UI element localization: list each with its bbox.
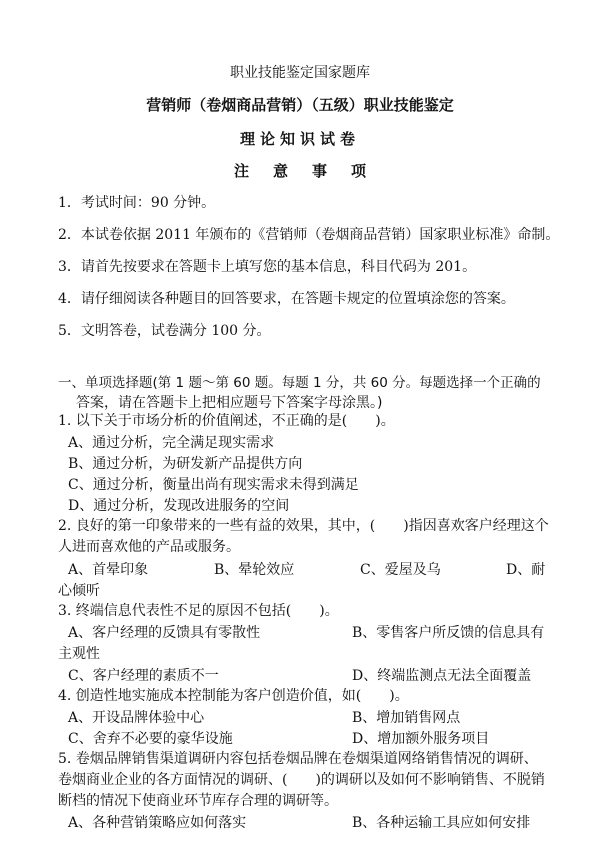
answer-option: C、爱屋及乌 [360,562,441,578]
notice-char: 事 [312,162,328,180]
question-stem: 5. 卷烟品牌销售渠道调研内容包括卷烟品牌在卷烟渠道网络销售情况的调研、 [58,751,538,767]
question-stem: 人进而喜欢他的产品或服务。 [58,539,240,555]
note-item: 1．考试时间：90 分钟。 [58,195,216,211]
answer-option: C、客户经理的素质不一 [68,668,219,684]
note-item: 4．请仔细阅读各种题目的回答要求，在答题卡规定的位置填涂您的答案。 [58,291,515,307]
answer-option: A、通过分析，完全满足现实需求 [68,435,275,451]
exam-bank-title: 职业技能鉴定国家题库 [230,65,370,81]
question-stem: 3. 终端信息代表性不足的原因不包括( )。 [58,603,339,619]
notice-char: 注 [233,162,249,180]
answer-option: A、首晕印象 [68,562,149,578]
exam-name-title: 营销师（卷烟商品营销）（五级）职业技能鉴定 [146,96,454,114]
note-item: 5．文明答卷，试卷满分 100 分。 [58,323,271,339]
question-stem: 1. 以下关于市场分析的价值阐述，不正确的是( )。 [58,413,395,429]
paper-type-title: 理论知识试卷 [239,130,360,148]
answer-option: D、耐 [506,562,546,578]
section-instructions-line1: 一、单项选择题(第 1 题～第 60 题。每题 1 分，共 60 分。每题选择一个正确的 [58,375,541,391]
answer-option-wrap: 主观性 [58,646,100,662]
answer-option: C、通过分析，衡量出尚有现实需求未得到满足 [68,477,359,493]
notice-char: 项 [351,162,367,180]
answer-option: B、通过分析，为研发新产品提供方向 [68,456,303,472]
answer-option: D、增加额外服务项目 [352,731,490,747]
notice-heading [0,160,600,181]
answer-option: A、客户经理的反馈具有零散性 [68,625,261,641]
answer-option: C、舍弃不必要的豪华设施 [68,731,233,747]
question-stem: 卷烟商业企业的各方面情况的调研、( )的调研以及如何不影响销售、不脱销 [58,772,545,788]
answer-option: B、各种运输工具应如何安排 [352,815,531,831]
question-stem: 2. 良好的第一印象带来的一些有益的效果，其中，( )指因喜欢客户经理这个 [58,518,549,534]
answer-option: B、增加销售网点 [352,710,461,726]
answer-option: A、开设品牌体验中心 [68,710,205,726]
answer-option: B、晕轮效应 [214,562,295,578]
question-stem: 断档的情况下使商业环节库存合理的调研等。 [58,793,338,809]
answer-option: D、终端监测点无法全面覆盖 [352,668,532,684]
question-stem: 4. 创造性地实施成本控制能为客户创造价值，如( )。 [58,688,409,704]
answer-option: A、各种营销策略应如何落实 [68,815,247,831]
answer-option: D、通过分析，发现改进服务的空间 [68,498,290,514]
answer-option: B、零售客户所反馈的信息具有 [352,625,545,641]
notice-char: 意 [272,162,288,180]
section-instructions-line2: 答案，请在答题卡上把相应题号下答案字母涂黑。) [76,395,383,411]
note-item: 2．本试卷依据 2011 年颁布的《营销师（卷烟商品营销）国家职业标准》命制。 [58,227,560,243]
answer-option-wrap: 心倾听 [58,583,100,599]
note-item: 3．请首先按要求在答题卡上填写您的基本信息，科目代码为 201。 [58,259,477,275]
